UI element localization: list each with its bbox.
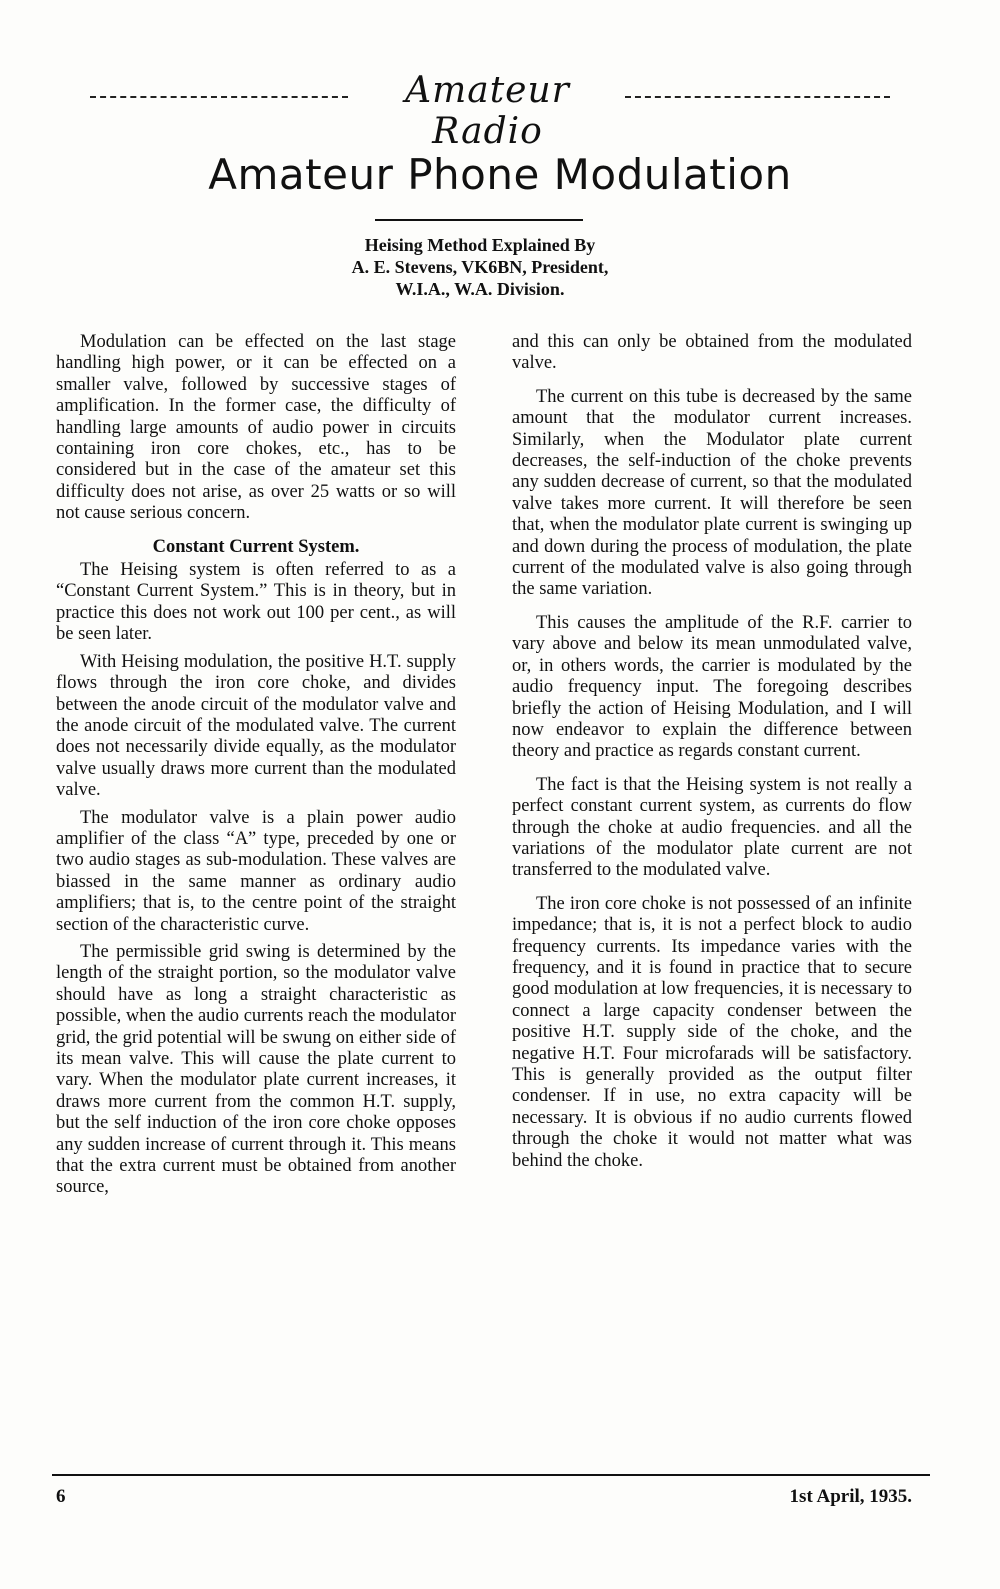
paragraph: The current on this tube is decreased by the same amount that the modulator current increases. Similarly, when the Modulator plate current decreases, the self-induction of the choke prevents any sudden decrease of current, so that the modulated valve takes more current. It will therefore be seen that, when the modulator plate current is swinging up and down during the process of modulation, the plate current of the modulated valve is also going through the same variation. (512, 386, 912, 600)
masthead-rule-right (625, 96, 890, 98)
title-rule (375, 219, 583, 221)
byline-line-3: W.I.A., W.A. Division. (395, 279, 565, 299)
masthead-rule-left (90, 96, 348, 98)
section-heading: Constant Current System. (152, 536, 360, 557)
page-number: 6 (56, 1486, 66, 1507)
paragraph: The modulator valve is a plain power audio amplifier of the class “A” type, preceded by one or two audio stages as sub-modulation. These valves are biassed in the same manner as ordinary audio amplifiers; that is, to the centre point of the straight section of the characteristic curve. (56, 807, 456, 935)
byline-line-1: Heising Method Explained By (364, 235, 596, 255)
paragraph: The permissible grid swing is determined by the length of the straight portion, so the modulator valve should have as long a straight characteristic as possible, when the audio currents reach the modulator grid, the grid potential will be swung on either side of its mean valve. This will cause the plate current to vary. When the modulator plate current increases, it draws more current from the common H.T. supply, but the self induction of the iron core choke opposes any sudden increase of current through it. This means that the extra current must be obtained from another source, (56, 941, 456, 1198)
masthead-title: Amateur Radio (405, 70, 570, 152)
left-column (56, 332, 456, 1199)
paragraph: The iron core choke is not possessed of an infinite impedance; that is, it is not a perfect block to audio frequency currents. Its impedance varies with the frequency, and it is found in practice that to secure good modulation at low frequencies, it is necessary to connect a large capacity condenser between the positive H.T. supply side of the choke, and the negative H.T. Four microfarads will be satisfactory. This is generally provided as the output filter condenser. If in use, no extra capacity will be necessary. It is obvious if no audio currents flowed through the choke it would not matter what was behind the choke. (512, 893, 912, 1171)
article-title: Amateur Phone Modulation (208, 150, 792, 199)
paragraph: This causes the amplitude of the R.F. carrier to vary above and below its mean unmodulated valve, or, in others words, the carrier is modulated by the audio frequency input. The foregoing describes briefly the action of Heising Modulation, and I will now endeavor to explain the difference between theory and practice as regards constant current. (512, 612, 912, 762)
continued-paragraph: and this can only be obtained from the modulated valve. (512, 332, 912, 374)
issue-date: 1st April, 1935. (789, 1486, 912, 1507)
intro-paragraph: Modulation can be effected on the last stage handling high power, or it can be effected on a smaller valve, followed by successive stages of amplification. In the former case, the difficulty of handling large amounts of audio power in circuits containing iron core chokes, etc., has to be considered but in the case of the amateur set this difficulty does not arise, as over 25 watts or so will not cause serious concern. (56, 332, 456, 524)
byline (0, 234, 960, 300)
paragraph: The fact is that the Heising system is not really a perfect constant current system, as currents do flow through the choke at audio frequencies. and all the variations of the modulator plate current are not transferred to the modulated valve. (512, 774, 912, 881)
masthead (90, 70, 890, 152)
footer-rule (52, 1474, 930, 1476)
paragraph: The Heising system is often referred to as a “Constant Current System.” This is in theory, but in practice this does not work out 100 per cent., as will be seen later. (56, 560, 456, 645)
right-column (512, 332, 912, 1184)
paragraph: With Heising modulation, the positive H.T. supply flows through the iron core choke, and divides between the anode circuit of the modulator valve and the anode circuit of the modulated valve. The current does not necessarily divide equally, as the modulator valve usually draws more current than the modulated valve. (56, 651, 456, 801)
byline-line-2: A. E. Stevens, VK6BN, President, (351, 257, 609, 277)
